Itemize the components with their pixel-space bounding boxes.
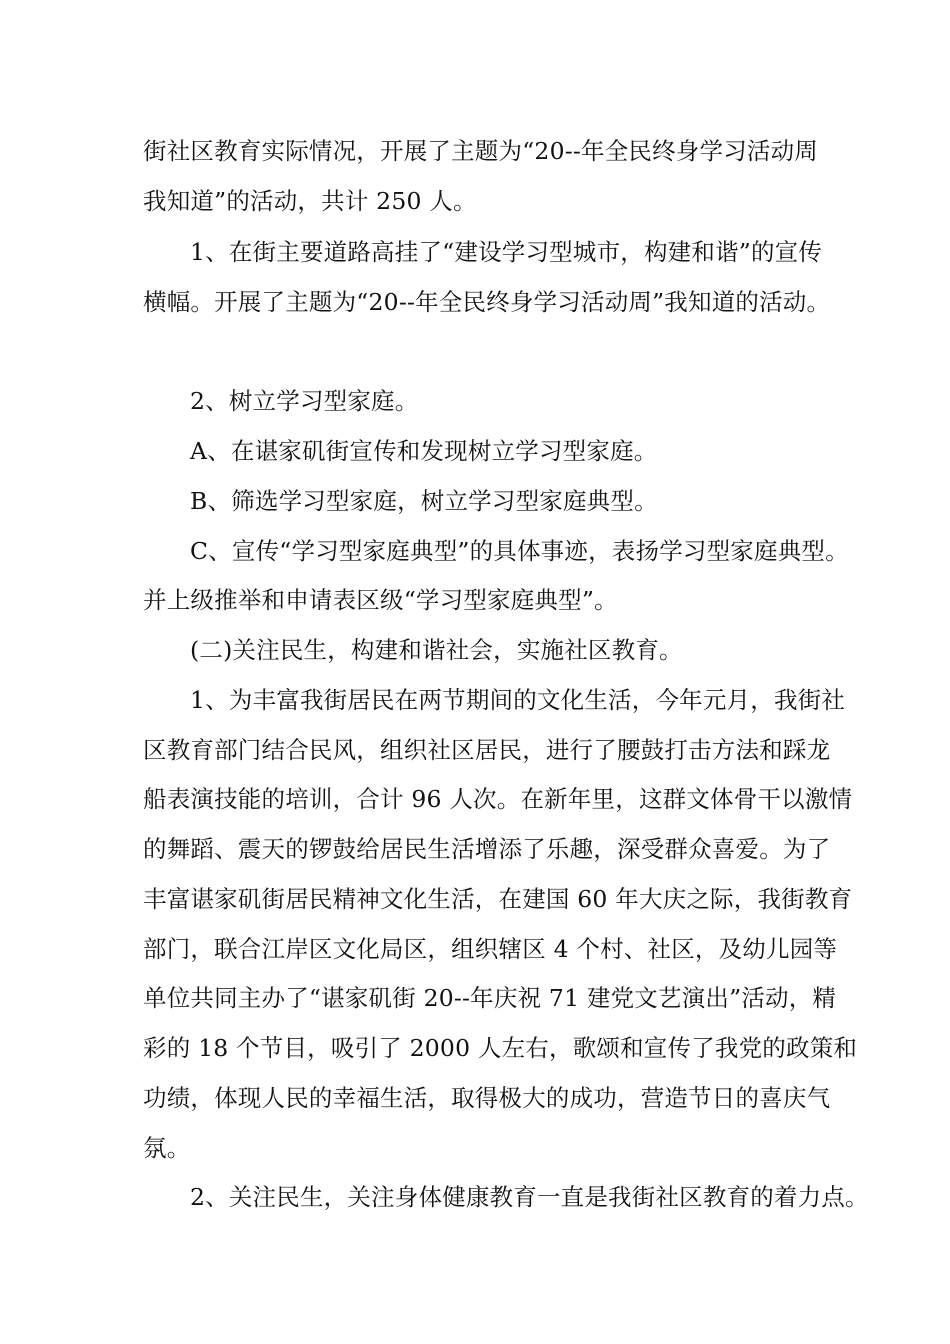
paragraph-start-line: 1、在街主要道路高挂了“建设学习型城市，构建和谐”的宣传 [190, 238, 823, 266]
list-item-b: B、筛选学习型家庭，树立学习型家庭典型。 [190, 487, 658, 515]
text-line: 丰富谌家矶街居民精神文化生活，在建国 60 年大庆之际，我街教育 [143, 885, 853, 913]
section-heading: (二)关注民生，构建和谐社会，实施社区教育。 [190, 636, 683, 664]
text-line: 横幅。开展了主题为“20--年全民终身学习活动周”我知道的活动。 [143, 288, 831, 316]
text-line: 彩的 18 个节目，吸引了 2000 人左右，歌颂和宣传了我党的政策和 [143, 1034, 858, 1062]
text-line: 船表演技能的培训，合计 96 人次。在新年里，这群文体骨干以激情 [143, 785, 853, 813]
text-line: 并上级推举和申请表区级“学习型家庭典型”。 [143, 586, 618, 614]
list-item-a: A、在谌家矶街宣传和发现树立学习型家庭。 [190, 437, 658, 465]
text-line: 功绩，体现人民的幸福生活，取得极大的成功，营造节日的喜庆气 [143, 1084, 831, 1112]
text-line: 氛。 [143, 1134, 191, 1162]
text-line: 部门，联合江岸区文化局区，组织辖区 4 个村、社区，及幼儿园等 [143, 935, 838, 963]
list-item-c: C、宣传“学习型家庭典型”的具体事迹，表扬学习型家庭典型。 [190, 537, 849, 565]
paragraph-start-line: 1、为丰富我街居民在两节期间的文化生活，今年元月，我街社 [190, 686, 846, 714]
text-line: 街社区教育实际情况，开展了主题为“20--年全民终身学习活动周 [143, 137, 818, 165]
paragraph-start-line: 2、树立学习型家庭。 [190, 387, 419, 415]
paragraph-start-line: 2、关注民生，关注身体健康教育一直是我街社区教育的着力点。 [190, 1183, 869, 1211]
text-line: 单位共同主办了“谌家矶街 20--年庆祝 71 建党文艺演出”活动，精 [143, 984, 837, 1012]
text-line: 区教育部门结合民风，组织社区居民，进行了腰鼓打击方法和踩龙 [143, 736, 831, 764]
text-line: 我知道”的活动，共计 250 人。 [143, 187, 477, 215]
text-line: 的舞蹈、震天的锣鼓给居民生活增添了乐趣，深受群众喜爱。为了 [143, 835, 831, 863]
